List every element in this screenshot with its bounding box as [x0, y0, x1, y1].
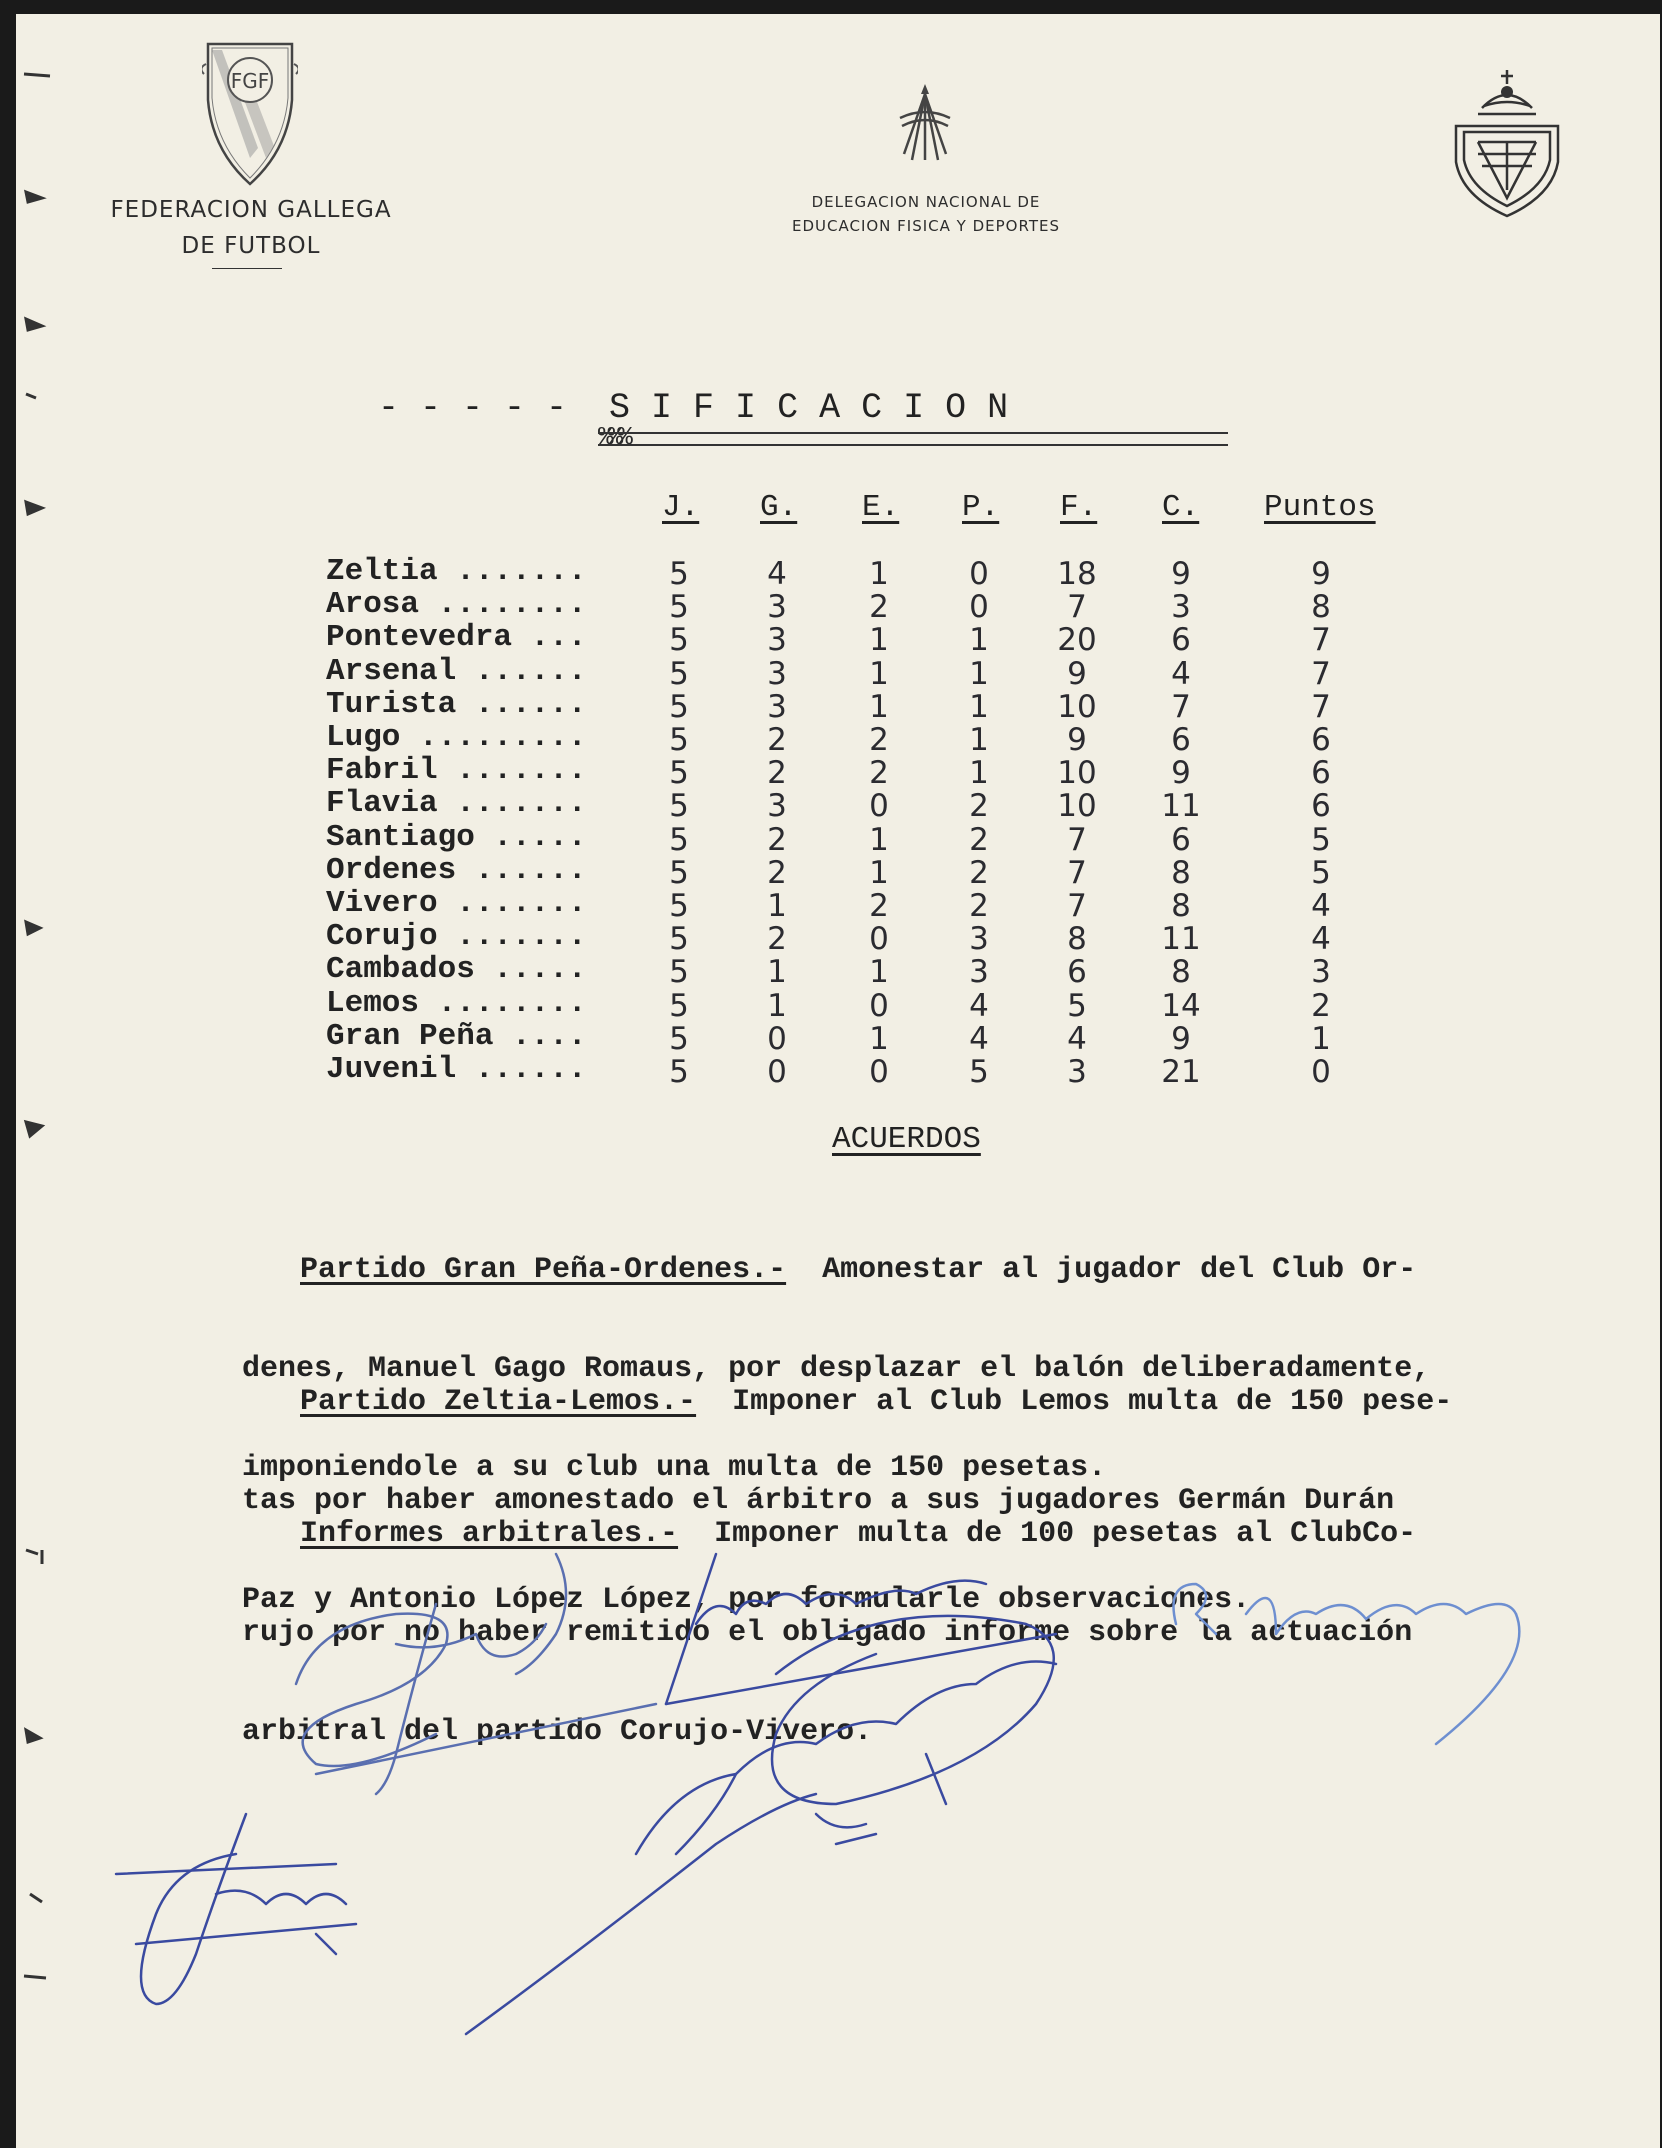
cell-p: 2	[969, 821, 989, 858]
cell-c: 9	[1171, 755, 1191, 792]
cell-p: 3	[969, 921, 989, 958]
acuerdo-line: rujo por no haber remitido el obligado informe sobre la actuación	[242, 1616, 1413, 1650]
acuerdo-lead: Partido Zeltia-Lemos.-	[300, 1385, 697, 1419]
team-name: Zeltia .......	[326, 554, 587, 589]
cell-j: 5	[669, 788, 689, 825]
cell-c: 6	[1171, 722, 1191, 758]
column-header-p: P.	[962, 490, 1000, 525]
team-name: Cambados .....	[326, 952, 587, 988]
cell-pts: 6	[1311, 788, 1331, 825]
fgf-shield-emblem	[202, 38, 298, 190]
cell-g: 1	[767, 888, 787, 924]
cell-c: 6	[1171, 622, 1191, 659]
cell-e: 2	[869, 589, 889, 626]
team-name: Arosa ........	[326, 587, 587, 623]
team-name: Lugo .........	[326, 720, 587, 755]
column-header-j: J.	[662, 490, 700, 525]
cell-j: 5	[669, 1020, 689, 1057]
federation-name-line2: DE FUTBOL	[181, 233, 321, 259]
cell-f: 7	[1067, 888, 1087, 924]
cell-g: 2	[767, 722, 787, 758]
cell-g: 3	[767, 688, 787, 725]
cell-c: 7	[1171, 688, 1191, 725]
cell-g: 0	[767, 1054, 787, 1090]
cell-g: 3	[767, 622, 787, 659]
cell-e: 0	[869, 1054, 889, 1090]
cell-f: 7	[1067, 821, 1087, 858]
acuerdo-lead: Informes arbitrales.-	[300, 1517, 679, 1551]
column-header-e: E.	[862, 490, 900, 525]
cell-p: 0	[969, 556, 989, 592]
cell-p: 5	[969, 1054, 989, 1090]
acuerdo-line: Paz y Antonio López López, por formularle observaciones.	[242, 1583, 1251, 1617]
cell-pts: 0	[1311, 1054, 1331, 1090]
acuerdo-line: arbitral del partido Corujo-Vivero.	[242, 1715, 873, 1749]
table-row	[326, 1018, 1426, 1057]
cell-j: 5	[669, 589, 689, 626]
yoke-arrows-emblem	[890, 80, 960, 166]
cell-p: 1	[969, 688, 989, 725]
signature-rapado	[296, 1554, 656, 1794]
cell-f: 18	[1057, 556, 1097, 592]
cell-p: 3	[969, 954, 989, 991]
cell-j: 5	[669, 556, 689, 592]
acuerdo-line: tas por haber amonestado el árbitro a sus jugadores Germán Durán	[242, 1484, 1395, 1518]
team-name: Flavia .......	[326, 786, 587, 822]
signature-de-cela	[1174, 1584, 1520, 1744]
cell-j: 5	[669, 655, 689, 692]
cell-f: 9	[1067, 655, 1087, 692]
cell-j: 5	[669, 722, 689, 758]
cell-f: 6	[1067, 954, 1087, 991]
cell-e: 1	[869, 954, 889, 991]
team-name: Corujo .......	[326, 919, 587, 955]
cell-c: 3	[1171, 589, 1191, 626]
cell-pts: 4	[1311, 888, 1331, 924]
title-strikeout: %%%	[598, 422, 627, 452]
table-row	[326, 686, 1426, 725]
table-row	[326, 985, 1426, 1024]
cell-c: 9	[1171, 556, 1191, 592]
team-name: Vivero .......	[326, 886, 587, 921]
cell-p: 4	[969, 1020, 989, 1057]
table-row	[326, 587, 1426, 626]
cell-g: 4	[767, 556, 787, 592]
cell-e: 1	[869, 854, 889, 891]
cell-j: 5	[669, 954, 689, 991]
cell-c: 11	[1161, 788, 1201, 825]
cell-c: 11	[1161, 921, 1201, 958]
cell-j: 5	[669, 888, 689, 924]
cell-f: 20	[1057, 622, 1097, 659]
signature-lago	[466, 1616, 1056, 2034]
cell-g: 2	[767, 821, 787, 858]
cell-p: 2	[969, 888, 989, 924]
table-row	[326, 819, 1426, 858]
acuerdo-lead: Partido Gran Peña-Ordenes.-	[300, 1253, 787, 1287]
cell-p: 1	[969, 622, 989, 659]
team-name: Fabril .......	[326, 753, 587, 789]
cell-f: 5	[1067, 987, 1087, 1024]
team-name: Gran Peña ....	[326, 1018, 587, 1054]
cell-c: 8	[1171, 954, 1191, 991]
team-name: Ordenes ......	[326, 852, 587, 888]
cell-pts: 8	[1311, 589, 1331, 626]
cell-pts: 6	[1311, 755, 1331, 792]
cell-p: 2	[969, 788, 989, 825]
cell-p: 1	[969, 655, 989, 692]
cell-e: 1	[869, 1020, 889, 1057]
cell-e: 0	[869, 987, 889, 1024]
column-header-f: F.	[1060, 490, 1098, 525]
delegation-line1: DELEGACION NACIONAL DE	[811, 193, 1041, 211]
cell-g: 1	[767, 987, 787, 1024]
cell-g: 2	[767, 854, 787, 891]
acuerdo-line: imponiendole a su club una multa de 150 pesetas.	[242, 1451, 1107, 1485]
team-name: Lemos ........	[326, 985, 587, 1021]
team-name: Turista ......	[326, 686, 587, 722]
cell-g: 0	[767, 1020, 787, 1057]
acuerdo-line: Imponer al Club Lemos multa de 150 pese-	[696, 1385, 1453, 1419]
cell-g: 1	[767, 954, 787, 991]
cell-pts: 6	[1311, 722, 1331, 758]
cell-pts: 1	[1311, 1020, 1331, 1057]
letterhead-rule	[212, 268, 282, 269]
cell-g: 2	[767, 921, 787, 958]
column-header-g: G.	[760, 490, 798, 525]
cell-f: 7	[1067, 854, 1087, 891]
title-double-underline	[598, 432, 1228, 446]
cell-pts: 7	[1311, 622, 1331, 659]
acuerdo-line: Amonestar al jugador del Club Or-	[786, 1253, 1417, 1287]
acuerdos-heading: ACUERDOS	[832, 1122, 981, 1157]
cell-c: 6	[1171, 821, 1191, 858]
cell-e: 1	[869, 688, 889, 725]
cell-e: 2	[869, 888, 889, 924]
cell-e: 0	[869, 921, 889, 958]
cell-c: 21	[1161, 1054, 1201, 1090]
cell-f: 4	[1067, 1020, 1087, 1057]
cell-g: 3	[767, 788, 787, 825]
team-name: Santiago .....	[326, 819, 587, 855]
cell-e: 1	[869, 556, 889, 592]
cell-pts: 2	[1311, 987, 1331, 1024]
cell-e: 0	[869, 788, 889, 825]
cell-f: 8	[1067, 921, 1087, 958]
cell-pts: 5	[1311, 854, 1331, 891]
standings-title: - - - - - S I F I C A C I O N	[378, 388, 1009, 428]
column-header-c: C.	[1162, 490, 1200, 525]
team-name: Arsenal ......	[326, 653, 587, 689]
cell-f: 9	[1067, 722, 1087, 758]
team-name: Pontevedra ...	[326, 620, 587, 656]
royal-crest-emblem	[1448, 62, 1566, 222]
table-row	[326, 554, 1426, 592]
cell-j: 5	[669, 821, 689, 858]
cell-e: 1	[869, 821, 889, 858]
cell-e: 1	[869, 655, 889, 692]
cell-p: 2	[969, 854, 989, 891]
cell-f: 10	[1057, 788, 1097, 825]
cell-j: 5	[669, 921, 689, 958]
cell-j: 5	[669, 688, 689, 725]
cell-pts: 7	[1311, 655, 1331, 692]
cell-f: 10	[1057, 755, 1097, 792]
cell-pts: 4	[1311, 921, 1331, 958]
signatures-area	[16, 1534, 1660, 2134]
table-row	[326, 753, 1426, 792]
delegation-name	[756, 190, 1096, 238]
federation-name	[86, 192, 416, 264]
cell-pts: 7	[1311, 688, 1331, 725]
table-row	[326, 852, 1426, 891]
acuerdo-line: Imponer multa de 100 pesetas al ClubCo-	[678, 1517, 1417, 1551]
cell-f: 3	[1067, 1054, 1087, 1090]
cell-g: 3	[767, 655, 787, 692]
cell-g: 2	[767, 755, 787, 792]
cell-g: 3	[767, 589, 787, 626]
cell-c: 8	[1171, 854, 1191, 891]
cell-j: 5	[669, 1054, 689, 1090]
cell-j: 5	[669, 622, 689, 659]
cell-p: 1	[969, 755, 989, 792]
table-row	[326, 919, 1426, 958]
cell-p: 1	[969, 722, 989, 758]
federation-name-line1: FEDERACION GALLEGA	[110, 197, 392, 223]
cell-p: 4	[969, 987, 989, 1024]
table-row	[326, 1052, 1426, 1090]
cell-c: 4	[1171, 655, 1191, 692]
cell-j: 5	[669, 987, 689, 1024]
table-row	[326, 720, 1426, 758]
table-row	[326, 620, 1426, 659]
cell-j: 5	[669, 854, 689, 891]
cell-e: 1	[869, 622, 889, 659]
cell-f: 10	[1057, 688, 1097, 725]
table-row	[326, 653, 1426, 692]
cell-p: 0	[969, 589, 989, 626]
table-row	[326, 886, 1426, 924]
cell-f: 7	[1067, 589, 1087, 626]
svg-text:FGF: FGF	[230, 69, 270, 93]
cell-pts: 9	[1311, 556, 1331, 592]
cell-c: 14	[1161, 987, 1201, 1024]
acuerdo-line: denes, Manuel Gago Romaus, por desplazar el balón deliberadamente,	[242, 1352, 1431, 1386]
standings-table	[326, 490, 1426, 1110]
cell-c: 9	[1171, 1020, 1191, 1057]
cell-c: 8	[1171, 888, 1191, 924]
table-row	[326, 952, 1426, 991]
cell-e: 2	[869, 755, 889, 792]
document-page	[16, 14, 1660, 2148]
team-name: Juvenil ......	[326, 1052, 587, 1087]
cell-pts: 3	[1311, 954, 1331, 991]
column-header-puntos: Puntos	[1264, 490, 1376, 525]
cell-pts: 5	[1311, 821, 1331, 858]
table-row	[326, 786, 1426, 825]
cell-e: 2	[869, 722, 889, 758]
signature-juarez	[116, 1814, 356, 2004]
delegation-line2: EDUCACION FISICA Y DEPORTES	[792, 217, 1060, 235]
cell-j: 5	[669, 755, 689, 792]
